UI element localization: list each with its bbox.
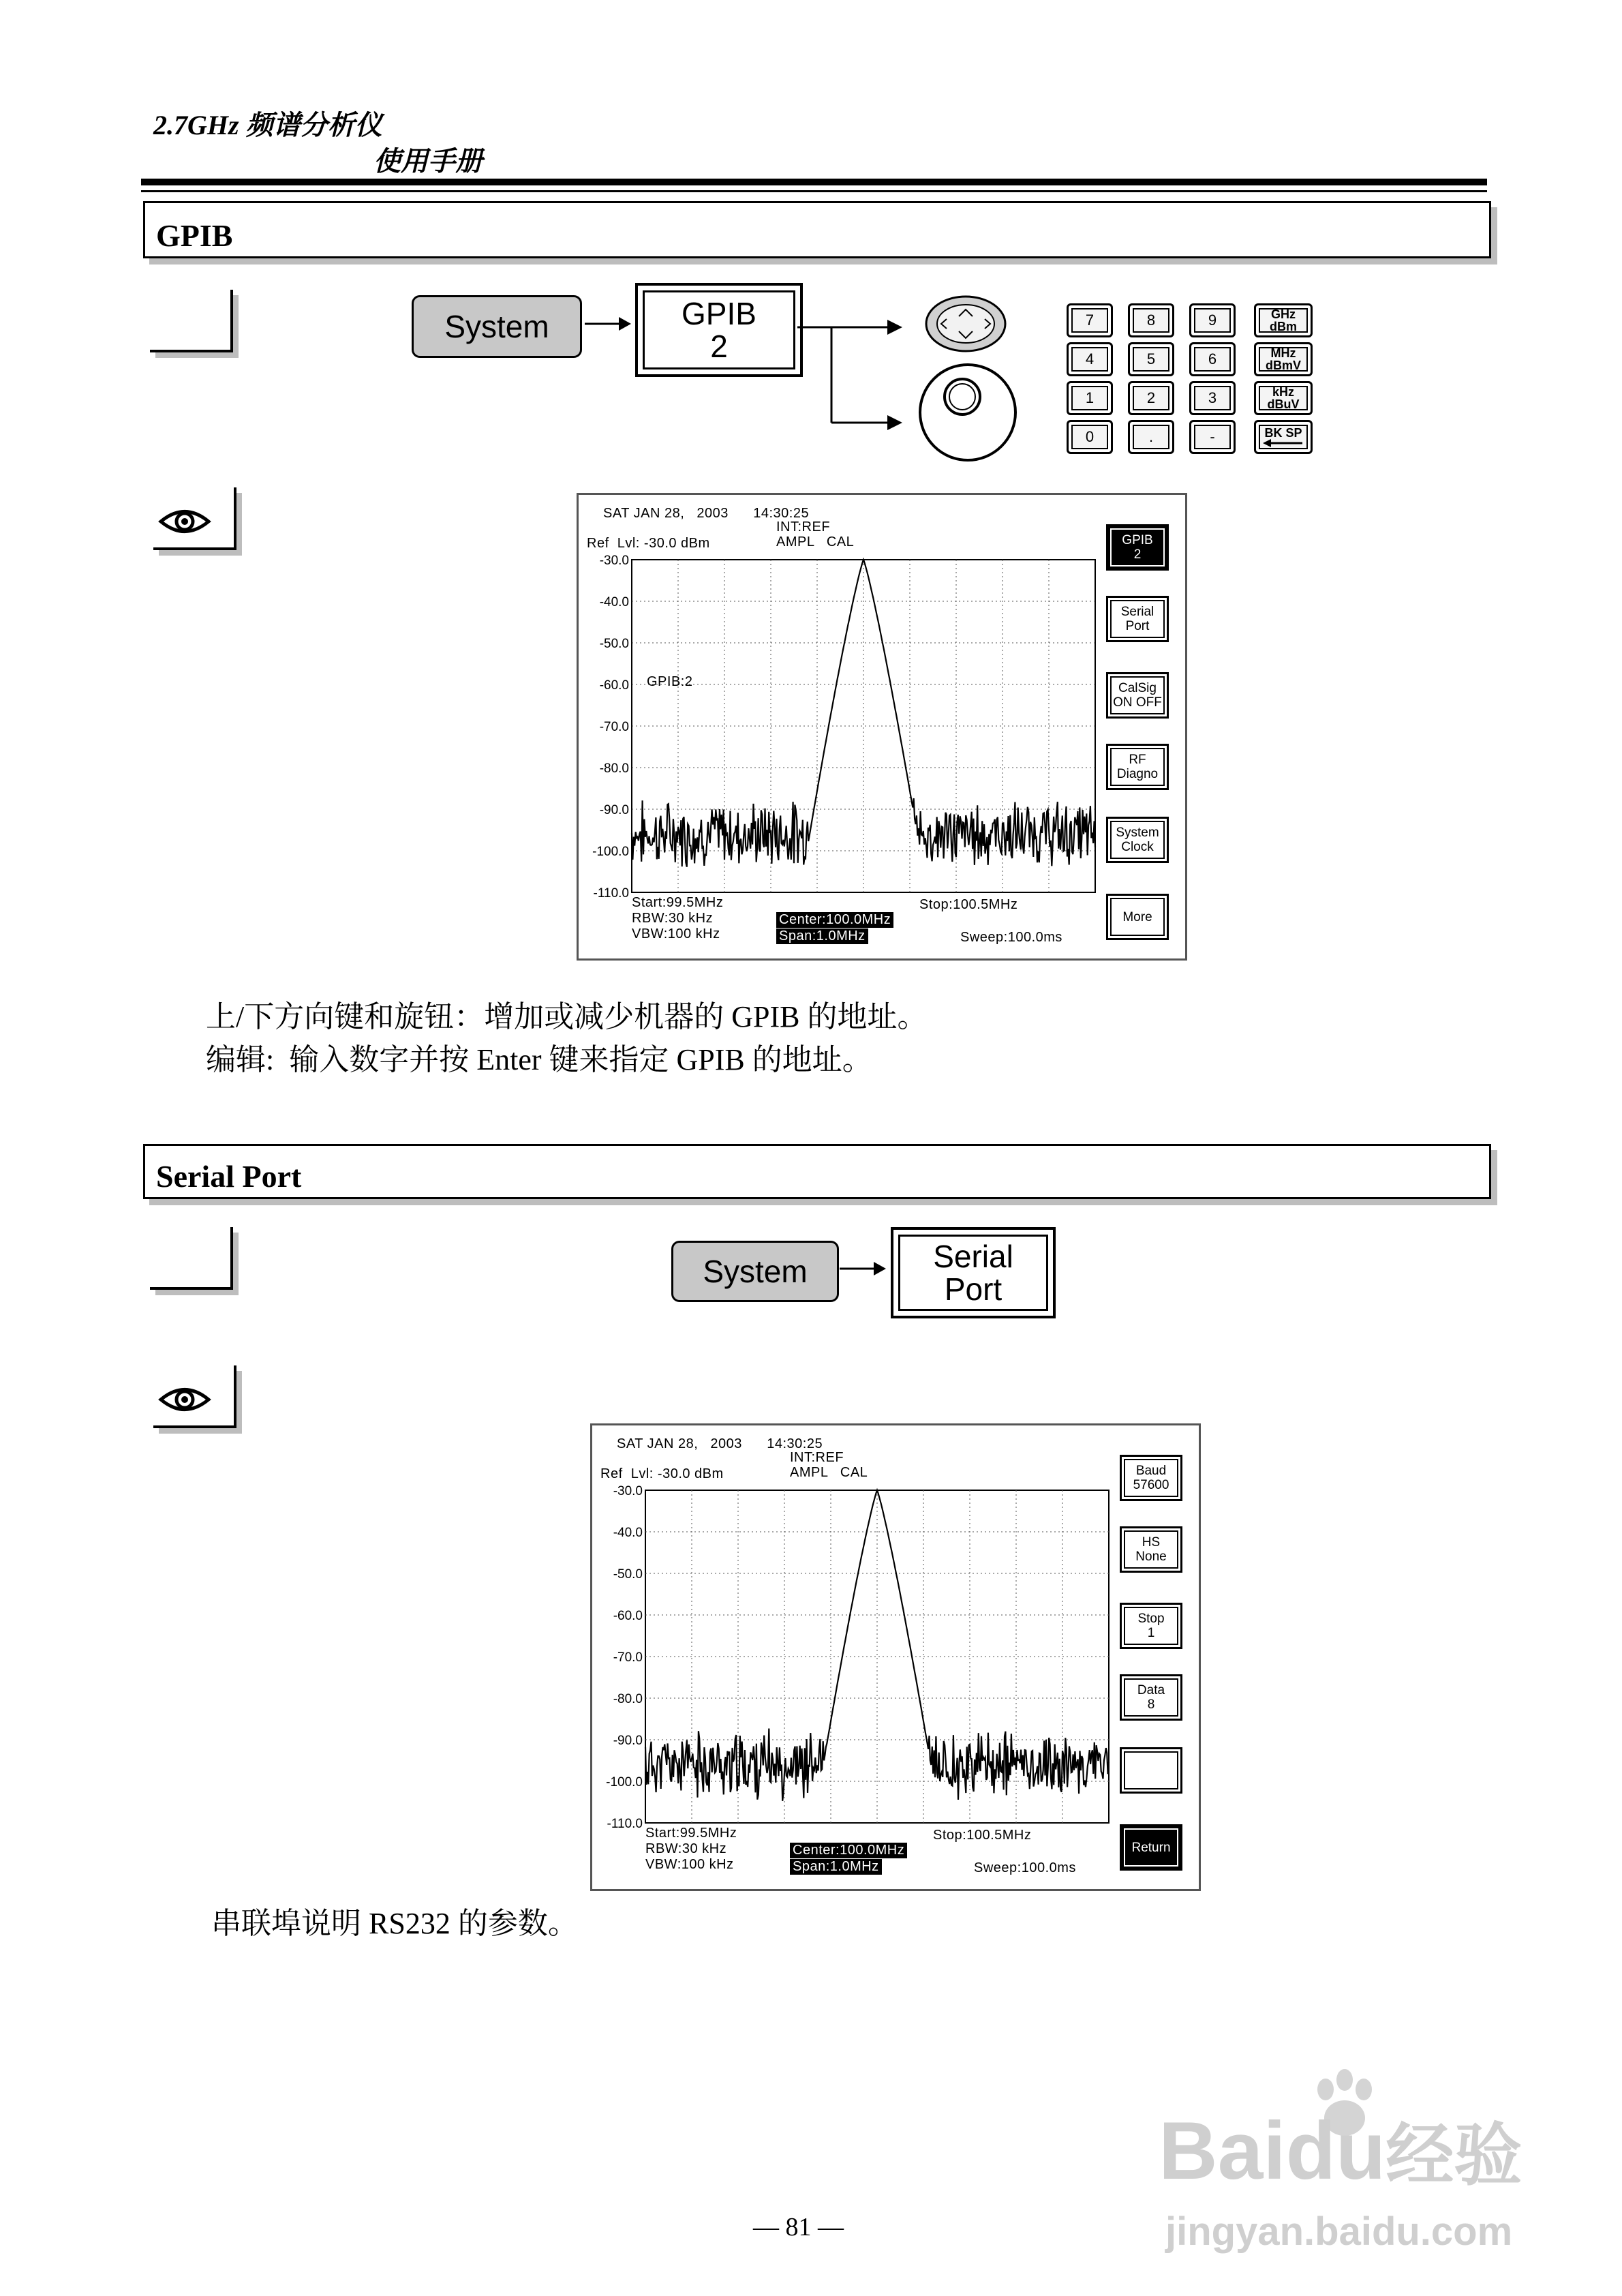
y-tick-label: -30.0	[613, 1484, 643, 1498]
y-tick-label: -40.0	[613, 1526, 643, 1540]
screen-datetime: SAT JAN 28, 2003 14:30:25	[603, 506, 810, 521]
system-key-2-label: System	[703, 1254, 808, 1289]
system-key-label: System	[444, 309, 549, 344]
section-serial-title: Serial Port	[156, 1159, 302, 1194]
key-ghz-dbm[interactable]	[1254, 303, 1313, 337]
screen-vbw: VBW:100 kHz	[632, 926, 720, 941]
y-tick-label: -110.0	[607, 1817, 643, 1831]
section-gpib-title: GPIB	[156, 218, 233, 253]
softkey-serial-l2: Port	[1125, 619, 1150, 633]
gpib-softkey[interactable]	[635, 283, 803, 377]
screen2-datetime: SAT JAN 28, 2003 14:30:25	[617, 1436, 823, 1451]
watermark-url: jingyan.baidu.com	[1165, 2209, 1513, 2254]
y-tick-label: -100.0	[606, 1775, 643, 1789]
screen2-center: Center:100.0MHz	[790, 1843, 907, 1858]
page-number: — 81 —	[753, 2213, 844, 2241]
softkey-more[interactable]	[1106, 894, 1169, 940]
screen2-ref-level: Ref Lvl: -30.0 dBm	[600, 1466, 724, 1481]
softkey-calsig-l2: ON OFF	[1113, 695, 1162, 710]
screen2-span: Span:1.0MHz	[790, 1859, 882, 1875]
screen2-start: Start:99.5MHz	[645, 1826, 737, 1841]
header-rule-thin	[141, 190, 1487, 192]
y-tick-label: -60.0	[613, 1609, 643, 1623]
key-9[interactable]: 9	[1189, 303, 1236, 337]
keypath-corner-marker-2	[150, 1227, 233, 1290]
softkey-data-l1: Data	[1137, 1683, 1165, 1697]
key-3[interactable]: 3	[1189, 381, 1236, 415]
y-tick-label: -90.0	[613, 1734, 643, 1748]
screen2-rbw: RBW:30 kHz	[645, 1841, 727, 1856]
softkey-serial-l1: Serial	[1120, 605, 1154, 619]
screen2-sweep: Sweep:100.0ms	[974, 1860, 1076, 1875]
watermark-cn: 经验	[1386, 2117, 1522, 2194]
y-tick-label: -60.0	[599, 678, 629, 693]
softkey-more-l1: More	[1122, 909, 1152, 924]
y-tick-label: -50.0	[599, 637, 629, 651]
softkey-clock-l2: Clock	[1121, 840, 1154, 854]
key-khz-dbuv[interactable]	[1254, 381, 1313, 415]
y-tick-label: -100.0	[592, 845, 629, 859]
softkey-serial-port[interactable]	[1106, 596, 1169, 642]
softkey-hs[interactable]	[1120, 1526, 1182, 1573]
y-tick-label: -70.0	[613, 1650, 643, 1665]
screen-center: Center:100.0MHz	[776, 912, 893, 928]
softkey-data[interactable]	[1120, 1674, 1182, 1721]
key-7[interactable]: 7	[1067, 303, 1113, 337]
key-2[interactable]: 2	[1128, 381, 1174, 415]
screen-sweep: Sweep:100.0ms	[960, 930, 1062, 945]
softkey-calsig-l1: CalSig	[1118, 681, 1157, 695]
softkey-blank[interactable]	[1120, 1747, 1182, 1794]
softkey-data-l2: 8	[1147, 1697, 1155, 1712]
softkey-calsig[interactable]	[1106, 672, 1169, 719]
up-down-arrow-keys-icon[interactable]	[923, 293, 1009, 354]
serial-softkey-line2: Port	[944, 1271, 1003, 1307]
branch-arrows	[797, 310, 906, 440]
system-key[interactable]	[412, 295, 582, 358]
eye-icon	[158, 1384, 211, 1415]
y-tick-label: -30.0	[599, 554, 629, 568]
screen-ref-level: Ref Lvl: -30.0 dBm	[587, 536, 710, 551]
screen2-ampl-cal: AMPL CAL	[790, 1465, 868, 1480]
rotary-knob-icon[interactable]	[917, 361, 1019, 464]
backspace-arrow-icon	[1263, 439, 1304, 447]
key-0[interactable]: 0	[1067, 420, 1113, 454]
softkey-stop-l1: Stop	[1137, 1612, 1165, 1626]
screen2-stop: Stop:100.5MHz	[933, 1828, 1032, 1843]
softkey-rf-l2: Diagno	[1116, 767, 1159, 781]
screen-stop: Stop:100.5MHz	[919, 897, 1018, 912]
key-decimal[interactable]: .	[1128, 420, 1174, 454]
key-5[interactable]: 5	[1128, 342, 1174, 376]
key-khz-line2: dBuV	[1267, 397, 1300, 411]
softkey-gpib-l2: 2	[1133, 547, 1142, 562]
softkey-clock-l1: System	[1116, 826, 1159, 840]
softkey-system-clock[interactable]	[1106, 817, 1169, 863]
softkey-return[interactable]	[1120, 1824, 1182, 1871]
softkey-hs-l1: HS	[1142, 1535, 1161, 1550]
softkey-baud-l1: Baud	[1135, 1464, 1167, 1478]
screen-int-ref: INT:REF	[776, 519, 831, 534]
serial-softkey-line1: Serial	[933, 1239, 1013, 1274]
softkey-rf-diagno[interactable]	[1106, 744, 1169, 790]
screen-gpib-marker: GPIB:2	[647, 674, 693, 689]
y-tick-label: -110.0	[593, 886, 629, 901]
keypath-corner-marker	[150, 290, 233, 352]
gpib-softkey-line1: GPIB	[682, 296, 756, 331]
numeric-keypad	[1067, 303, 1319, 457]
key-1[interactable]: 1	[1067, 381, 1113, 415]
key-4[interactable]: 4	[1067, 342, 1113, 376]
y-tick-label: -50.0	[613, 1567, 643, 1582]
screen2-vbw: VBW:100 kHz	[645, 1857, 734, 1872]
spectrum-plot	[592, 1425, 1199, 1889]
gpib-softkey-line2: 2	[710, 329, 728, 364]
key-minus[interactable]: -	[1189, 420, 1236, 454]
softkey-gpib[interactable]	[1106, 524, 1169, 571]
key-6[interactable]: 6	[1189, 342, 1236, 376]
system-key-2[interactable]	[671, 1241, 839, 1302]
section-gpib-title-box	[143, 201, 1491, 258]
header-rule-thick	[141, 179, 1487, 185]
section-serial-title-box	[143, 1144, 1491, 1199]
spectrum-plot	[579, 495, 1185, 958]
softkey-baud-l2: 57600	[1133, 1478, 1169, 1492]
screen2-int-ref: INT:REF	[790, 1450, 844, 1465]
softkey-gpib-l1: GPIB	[1122, 533, 1153, 547]
softkey-baud[interactable]	[1120, 1455, 1182, 1501]
key-khz-line1: kHz	[1272, 385, 1294, 399]
analyzer-screen-gpib	[577, 493, 1187, 961]
key-backspace[interactable]	[1254, 420, 1313, 454]
y-tick-label: -40.0	[599, 595, 629, 609]
watermark-brand: Bai	[1159, 2105, 1286, 2196]
softkey-rf-l1: RF	[1129, 753, 1146, 767]
screen-ampl-cal: AMPL CAL	[776, 534, 855, 549]
serial-port-softkey[interactable]	[891, 1227, 1056, 1318]
arrow-right-icon	[585, 314, 632, 334]
softkey-hs-l2: None	[1135, 1550, 1167, 1564]
softkey-stop-l2: 1	[1147, 1626, 1155, 1640]
key-mhz-dbmv[interactable]	[1254, 342, 1313, 376]
screen-start: Start:99.5MHz	[632, 895, 724, 910]
key-ghz-line1: GHz	[1271, 307, 1296, 321]
key-backspace-label: BK SP	[1264, 426, 1302, 440]
softkey-stop[interactable]	[1120, 1603, 1182, 1649]
baidu-watermark	[1159, 2069, 1540, 2267]
softkey-return-l1: Return	[1131, 1840, 1171, 1855]
key-ghz-line2: dBm	[1270, 320, 1297, 333]
gpib-desc-line1: 上/下方向键和旋钮：增加或减少机器的 GPIB 的地址。	[206, 1000, 928, 1033]
screen-span: Span:1.0MHz	[776, 928, 868, 944]
doc-title: 2.7GHz 频谱分析仪	[153, 110, 382, 140]
eye-icon	[158, 506, 211, 537]
screen-rbw: RBW:30 kHz	[632, 911, 714, 926]
key-mhz-line1: MHz	[1270, 346, 1296, 360]
y-tick-label: -90.0	[599, 803, 629, 817]
key-8[interactable]: 8	[1128, 303, 1174, 337]
doc-subtitle: 使用手册	[373, 146, 483, 177]
key-mhz-line2: dBmV	[1265, 359, 1301, 372]
y-tick-label: -80.0	[599, 761, 629, 776]
y-tick-label: -80.0	[613, 1692, 643, 1706]
gpib-desc-line2: 编辑: 输入数字并按 Enter 键来指定 GPIB 的地址。	[206, 1043, 872, 1076]
watermark-brand2: du	[1285, 2105, 1386, 2196]
arrow-right-icon	[840, 1258, 887, 1279]
y-tick-label: -70.0	[599, 720, 629, 734]
serial-desc: 串联埠说明 RS232 的参数。	[211, 1907, 578, 1940]
analyzer-screen-serial	[590, 1423, 1201, 1891]
